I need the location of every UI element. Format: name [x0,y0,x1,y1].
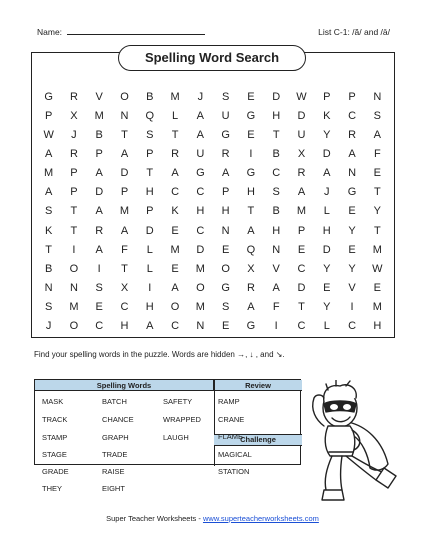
spelling-word: TRACK [42,415,68,424]
grid-letter[interactable]: J [45,319,52,332]
grid-letter[interactable]: C [297,319,306,332]
grid-letter[interactable]: C [348,319,357,332]
grid-letter[interactable]: A [146,319,154,332]
grid-letter[interactable]: G [246,110,256,123]
grid-letter[interactable]: P [95,148,103,161]
grid-letter[interactable]: R [69,91,78,103]
grid-letter[interactable]: D [297,281,306,294]
grid-letter[interactable]: I [72,243,76,256]
grid-letter[interactable]: A [348,148,356,161]
grid-letter[interactable]: G [44,91,53,103]
grid-letter[interactable]: O [170,300,180,313]
spelling-word: WRAPPED [163,415,201,424]
grid-letter[interactable]: R [246,281,255,294]
grid-letter[interactable]: H [246,186,255,199]
grid-letter[interactable]: Y [323,262,331,275]
grid-letter[interactable]: U [297,129,306,142]
grid-letter[interactable]: L [323,319,330,332]
grid-letter[interactable]: E [171,224,179,237]
grid-letter[interactable]: A [272,281,280,294]
grid-letter[interactable]: O [196,281,205,294]
grid-letter[interactable]: V [95,91,103,103]
grid-letter[interactable]: D [145,224,154,237]
grid-letter[interactable]: A [44,186,53,199]
grid-letter[interactable]: Q [246,243,256,256]
grid-letter[interactable]: T [298,300,305,313]
grid-letter[interactable]: X [247,262,255,275]
grid-letter[interactable]: I [274,319,278,332]
grid-letter[interactable]: O [120,91,129,103]
grid-letter[interactable]: P [120,186,129,199]
grid-letter[interactable]: G [347,186,357,199]
grid-letter[interactable]: A [95,243,103,256]
grid-letter[interactable]: W [372,262,383,275]
grid-letter[interactable]: C [297,262,306,275]
challenge-word: MAGICAL [218,450,252,459]
grid-letter[interactable]: M [119,205,130,218]
grid-letter[interactable]: I [249,148,253,161]
grid-letter[interactable]: M [44,167,54,180]
grid-letter[interactable]: S [373,110,382,123]
grid-letter[interactable]: Y [348,262,356,275]
review-word: RAMP [218,397,240,406]
grid-letter[interactable]: N [272,243,281,256]
grid-letter[interactable]: T [45,243,52,256]
grid-letter[interactable]: N [69,281,78,294]
grid-letter[interactable]: E [247,129,255,142]
grid-letter[interactable]: T [373,186,381,199]
spelling-word: STAGE [42,450,67,459]
grid-letter[interactable]: V [272,262,280,275]
grid-letter[interactable]: H [120,319,129,332]
footer-text: Super Teacher Worksheets - [106,514,203,523]
grid-letter[interactable]: O [69,262,79,275]
grid-letter[interactable]: E [221,243,230,256]
grid-letter[interactable]: T [70,224,78,237]
grid-letter[interactable]: H [322,224,331,237]
grid-letter[interactable]: N [44,281,53,294]
review-header: Review [214,380,302,391]
superhero-illustration [296,380,402,506]
spelling-word: EIGHT [102,484,125,493]
grid-letter[interactable]: A [171,167,179,180]
letter-grid [36,88,390,336]
spelling-word: BATCH [102,397,127,406]
grid-letter[interactable]: M [195,262,205,275]
grid-letter[interactable]: A [120,148,129,161]
grid-letter[interactable]: P [44,110,53,123]
grid-letter[interactable]: U [221,110,230,123]
grid-letter[interactable]: T [247,205,255,218]
grid-letter[interactable]: D [120,167,129,180]
grid-letter[interactable]: T [70,205,78,218]
grid-letter[interactable]: Y [323,300,331,313]
grid-letter[interactable]: T [373,224,381,237]
grid-letter[interactable]: S [44,300,53,313]
grid-letter[interactable]: J [324,186,330,199]
grid-letter[interactable]: P [146,205,154,218]
grid-letter[interactable]: C [171,319,180,332]
grid-letter[interactable]: G [221,281,230,294]
grid-letter[interactable]: W [296,91,307,103]
spelling-words-header: Spelling Words [35,380,214,391]
page-title: Spelling Word Search [118,45,306,71]
grid-letter[interactable]: M [296,205,307,218]
grid-letter[interactable]: D [322,243,331,256]
grid-letter[interactable]: B [272,205,280,218]
spelling-word: TRADE [102,450,128,459]
grid-letter[interactable]: H [145,300,154,313]
grid-letter[interactable]: J [197,91,204,103]
spelling-word: SAFETY [163,397,193,406]
grid-letter[interactable]: H [145,186,154,199]
grid-letter[interactable]: K [171,205,179,218]
grid-letter[interactable]: A [221,167,230,180]
grid-letter[interactable]: Q [145,110,155,123]
list-label: List C-1: /ă/ and /ā/ [318,27,390,37]
name-row [37,27,205,37]
grid-letter[interactable]: E [95,300,103,313]
grid-letter[interactable]: M [372,243,382,256]
grid-letter[interactable]: E [221,319,230,332]
grid-letter[interactable]: B [44,262,53,275]
grid-letter[interactable]: L [146,262,153,275]
spelling-word: LAUGH [163,433,189,442]
grid-letter[interactable]: D [322,148,331,161]
grid-letter[interactable]: E [247,91,255,103]
grid-letter[interactable]: T [146,167,154,180]
review-word: CRANE [218,415,245,424]
grid-letter[interactable]: S [221,91,230,103]
spelling-word: CHANCE [102,415,134,424]
grid-letter[interactable]: E [323,281,331,294]
grid-letter[interactable]: E [171,262,179,275]
grid-letter[interactable]: R [69,148,78,161]
grid-letter[interactable]: E [373,281,382,294]
spelling-word: STAMP [42,433,68,442]
grid-letter[interactable]: O [69,319,79,332]
grid-letter[interactable]: M [170,243,180,256]
grid-letter[interactable]: P [221,186,230,199]
grid-letter[interactable]: Y [323,129,331,142]
name-label: Name: [37,27,63,37]
grid-letter[interactable]: M [170,91,180,103]
spelling-word: RAISE [102,467,125,476]
grid-letter[interactable]: F [121,243,128,256]
grid-letter[interactable]: M [372,300,382,313]
grid-letter[interactable]: A [247,224,255,237]
grid-letter[interactable]: H [272,224,281,237]
grid-letter[interactable]: R [348,129,357,142]
grid-letter[interactable]: P [146,148,154,161]
grid-letter[interactable]: N [348,167,357,180]
grid-letter[interactable]: A [323,167,331,180]
grid-letter[interactable]: R [221,148,230,161]
grid-letter[interactable]: S [95,281,103,294]
grid-letter[interactable]: A [373,129,382,142]
grid-letter[interactable]: G [246,319,256,332]
grid-letter[interactable]: D [272,91,281,103]
grid-letter[interactable]: C [348,110,357,123]
grid-letter[interactable]: P [323,91,331,103]
spelling-word: GRADE [42,467,69,476]
grid-letter[interactable]: L [172,110,179,123]
word-table [34,379,301,493]
grid-letter[interactable]: T [171,129,179,142]
grid-letter[interactable]: E [348,243,356,256]
grid-letter[interactable]: W [43,129,54,142]
grid-letter[interactable]: K [323,110,331,123]
spelling-word: MASK [42,397,64,406]
grid-letter[interactable]: C [196,224,205,237]
grid-letter[interactable]: M [69,300,79,313]
grid-letter[interactable]: F [373,148,381,161]
grid-letter[interactable]: R [95,224,104,237]
grid-letter[interactable]: M [195,300,205,313]
grid-letter[interactable]: B [95,129,103,142]
spelling-word: GRAPH [102,433,129,442]
grid-letter[interactable]: E [297,243,306,256]
grid-letter[interactable]: A [247,300,255,313]
grid-letter[interactable]: N [221,224,230,237]
grid-letter[interactable]: A [297,186,306,199]
name-line[interactable] [67,27,205,35]
grid-letter[interactable]: D [95,186,104,199]
grid-letter[interactable]: P [348,91,356,103]
grid-letter[interactable]: N [196,319,205,332]
grid-letter[interactable]: T [121,129,128,142]
grid-letter[interactable]: G [221,129,230,142]
grid-letter[interactable]: M [94,110,104,123]
grid-letter[interactable]: F [272,300,280,313]
grid-letter[interactable]: R [171,148,180,161]
grid-letter[interactable]: A [120,224,129,237]
grid-letter[interactable]: A [95,167,103,180]
grid-letter[interactable]: P [70,167,78,180]
grid-letter[interactable]: H [272,110,281,123]
grid-letter[interactable]: B [146,91,154,103]
grid-letter[interactable]: S [272,186,280,199]
grid-letter[interactable]: L [146,243,153,256]
grid-letter[interactable]: E [373,167,382,180]
footer [0,514,425,523]
grid-letter[interactable]: Y [348,224,356,237]
grid-letter[interactable]: I [148,281,152,294]
grid-letter[interactable]: X [297,148,306,161]
grid-letter[interactable]: C [95,319,104,332]
grid-letter[interactable]: N [120,110,129,123]
grid-letter[interactable]: L [323,205,330,218]
grid-letter[interactable]: G [246,167,256,180]
grid-letter[interactable]: C [196,186,205,199]
grid-letter[interactable]: O [221,262,230,275]
grid-letter[interactable]: A [95,205,103,218]
grid-letter[interactable]: D [297,110,306,123]
grid-letter[interactable]: G [196,167,205,180]
grid-letter[interactable]: K [44,224,53,237]
grid-letter[interactable]: P [70,186,78,199]
grid-letter[interactable]: Y [373,205,382,218]
grid-letter[interactable]: S [221,300,230,313]
grid-letter[interactable]: E [348,205,356,218]
review-word: FLAME [218,432,244,441]
footer-link[interactable]: www.superteacherworksheets.com [202,514,319,523]
grid-letter[interactable]: A [196,129,205,142]
grid-letter[interactable]: J [71,129,77,142]
challenge-word: STATION [218,467,250,476]
grid-letter[interactable]: T [121,262,128,275]
grid-letter[interactable]: B [272,148,280,161]
spelling-word: THEY [42,484,63,493]
grid-letter[interactable]: S [146,129,154,142]
grid-letter[interactable]: A [44,148,53,161]
grid-letter[interactable]: U [196,148,205,161]
grid-letter[interactable]: D [196,243,205,256]
grid-letter[interactable]: C [272,167,281,180]
grid-letter[interactable]: X [120,281,129,294]
grid-letter[interactable]: A [171,281,179,294]
grid-letter[interactable]: H [373,319,382,332]
grid-letter[interactable]: H [196,205,205,218]
grid-letter[interactable]: H [221,205,230,218]
grid-letter[interactable]: P [297,224,306,237]
grid-letter[interactable]: I [97,262,101,275]
grid-letter[interactable]: A [196,110,205,123]
grid-letter[interactable]: X [70,110,78,123]
instructions: Find your spelling words in the puzzle. Words are hidden →, ↓ , and ↘. [34,350,285,359]
grid-letter[interactable]: S [44,205,53,218]
grid-letter[interactable]: N [373,91,382,103]
grid-letter[interactable]: T [272,129,280,142]
table-divider [214,380,215,466]
challenge-header: Challenge [214,434,302,446]
grid-letter[interactable]: V [348,281,356,294]
grid-letter[interactable]: C [120,300,129,313]
grid-letter[interactable]: I [350,300,354,313]
grid-letter[interactable]: C [171,186,180,199]
grid-letter[interactable]: R [297,167,306,180]
